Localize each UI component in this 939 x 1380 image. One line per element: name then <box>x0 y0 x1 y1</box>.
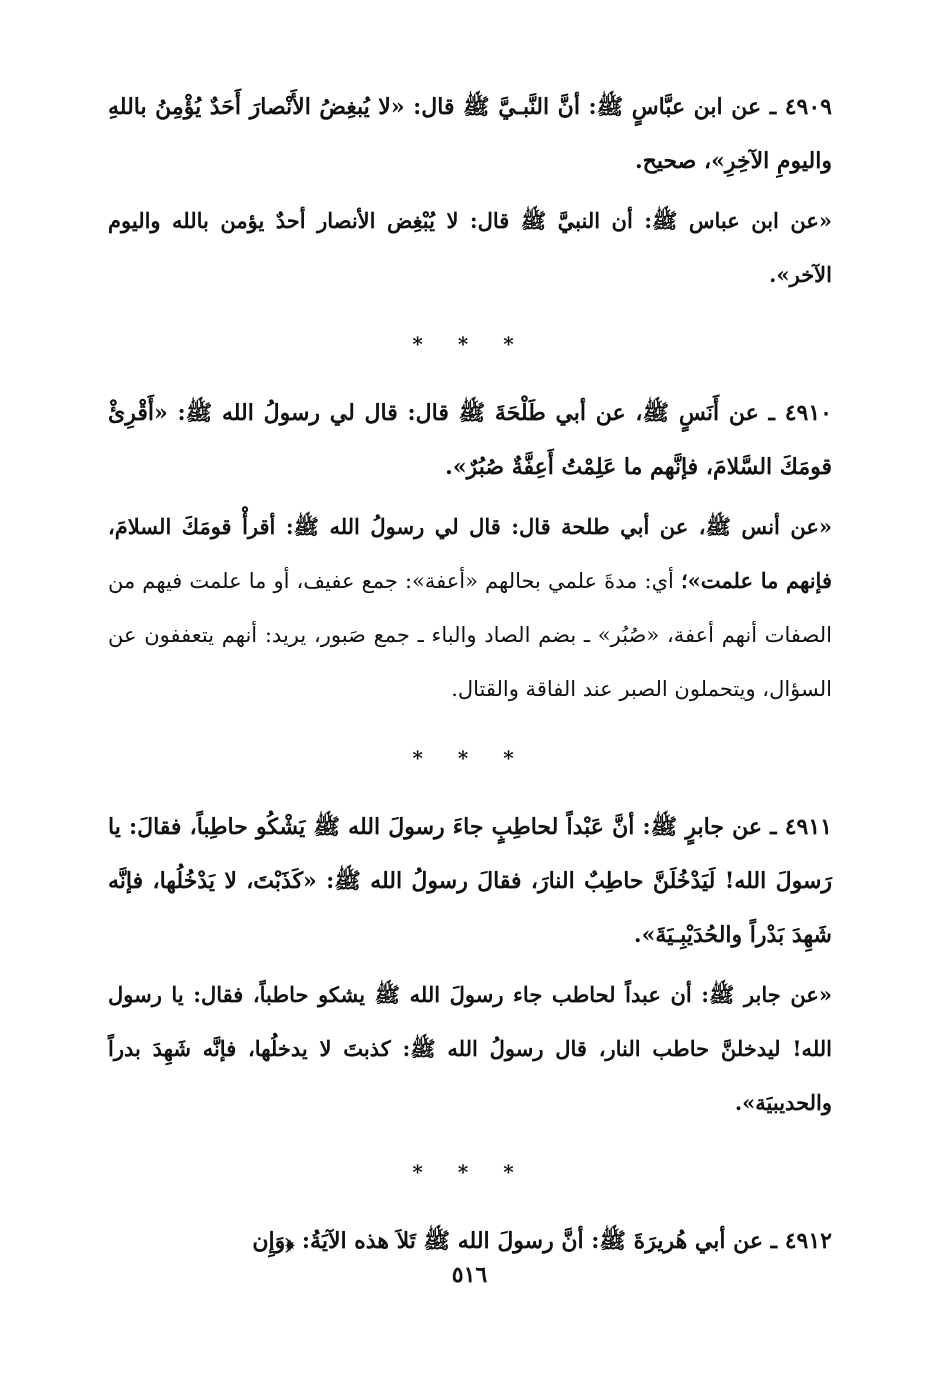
hadith-4909: ٤٩٠٩ ـ عن ابن عبَّاسٍ ﷺ: أنَّ النَّبـيَّ ﷺ قال: «لا يُبغِضُ الأَنْصارَ أَحَدٌ يُؤْمِنُ باللهِ واليومِ الآخِرِ»، صحيح. <box>108 94 832 174</box>
commentary-quote: «عن أنس ﷺ، عن أبي طلحة قال: قال لي رسولُ الله ﷺ: أقرأْ قومَكَ السلامَ، فإنهم ما علمت»؛ <box>108 514 832 593</box>
commentary-quote: «عن جابر ﷺ: أن عبداً لحاطب جاء رسولَ الله ﷺ يشكو حاطباً، فقال: يا رسول الله! ليدخلنَّ حاطب النار، قال رسولُ الله ﷺ: كذبتَ لا يدخلُها، فإنَّه شَهِدَ بدراً والحديبيَة». <box>108 982 832 1115</box>
hadith-4911: ٤٩١١ ـ عن جابرٍ ﷺ: أنَّ عَبْداً لحاطِبٍ جاءَ رسولَ الله ﷺ يَشْكُو حاطِباً، فقالَ: يا رَسولَ الله! لَيَدْخُلَنَّ حاطِبٌ النارَ، فقالَ رسولُ الله ﷺ: «كَذَبْتَ، لا يَدْخُلُها، فإنَّه شَهِدَ بَدْراً والحُدَيْبِـيَةَ». <box>108 814 832 948</box>
section-separator: * * * <box>412 746 528 770</box>
commentary-4909 <box>108 194 832 302</box>
section-separator: * * * <box>412 332 528 356</box>
hadith-4910: ٤٩١٠ ـ عن أَنَسٍ ﷺ، عن أبي طَلْحَةَ ﷺ قال: قال لي رسولُ الله ﷺ: «أَقْرِئْ قومَكَ السَّلامَ، فإنَّهم ما عَلِمْتُ أَعِفَّةٌ صُبُرٌ». <box>108 400 832 480</box>
commentary-4910 <box>108 500 832 716</box>
page-number: ٥١٦ <box>451 1262 488 1288</box>
section-separator: * * * <box>412 1160 528 1184</box>
commentary-4911 <box>108 968 832 1130</box>
hadith-4912: ٤٩١٢ ـ عن أبي هُريرَةَ ﷺ: أنَّ رسولَ الله ﷺ تَلاَ هذه الآيَةُ: ﴿وَإِن <box>252 1228 832 1254</box>
commentary-quote: «عن ابن عباس ﷺ: أن النبيَّ ﷺ قال: لا يُبْغِض الأنصار أحدٌ يؤمن بالله واليوم الآخر». <box>108 208 833 287</box>
page-body <box>108 80 832 1268</box>
commentary-explanation: أي: مدةَ علمي بحالهم «أعفة»: جمع عفيف، أو ما علمت فيهم من الصفات أنهم أعفة، «صُبُر» ـ بضم الصاد والباء ـ جمع صَبور، يريد: أنهم يتعففون عن السؤال، ويتحملون الصبر عند الفاقة والقتال. <box>108 569 832 701</box>
